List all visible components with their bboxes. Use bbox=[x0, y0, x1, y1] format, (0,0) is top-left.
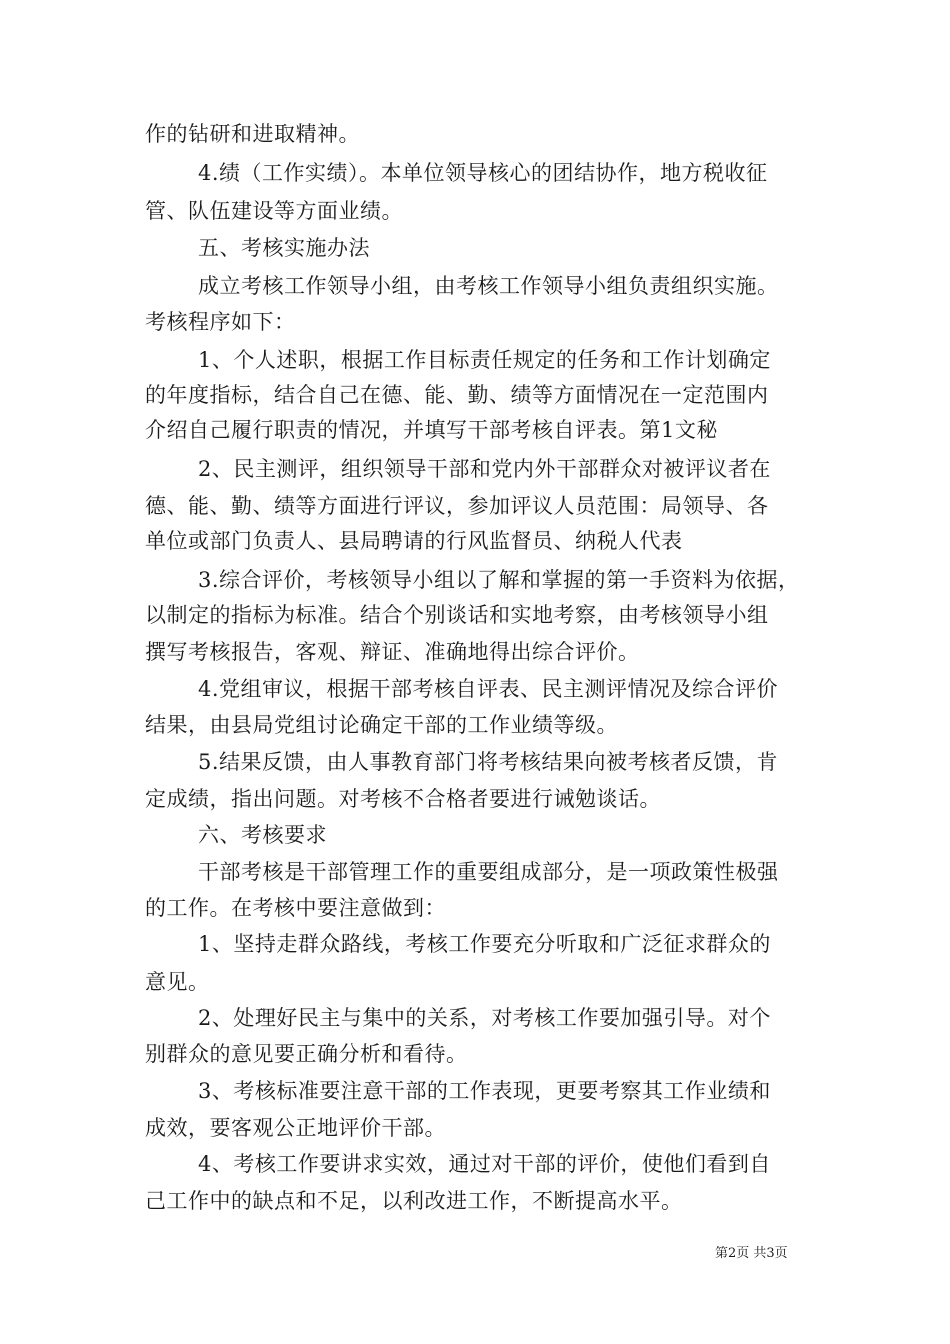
text-line: 干部考核是干部管理工作的重要组成部分，是一项政策性极强 bbox=[198, 860, 779, 884]
text-line: 3、考核标准要注意干部的工作表现，更要考察其工作业绩和 bbox=[198, 1079, 771, 1103]
text-line: 1、个人述职，根据工作目标责任规定的任务和工作计划确定 bbox=[198, 348, 771, 372]
text-line: 的年度指标，结合自己在德、能、勤、绩等方面情况在一定范围内 bbox=[145, 383, 769, 407]
text-line: 意见。 bbox=[145, 970, 210, 994]
text-line: 4.党组审议，根据干部考核自评表、民主测评情况及综合评价 bbox=[198, 677, 779, 701]
text-line: 1、坚持走群众路线，考核工作要充分听取和广泛征求群众的 bbox=[198, 932, 771, 956]
text-line: 2、处理好民主与集中的关系，对考核工作要加强引导。对个 bbox=[198, 1006, 771, 1030]
text-line: 己工作中的缺点和不足，以利改进工作，不断提高水平。 bbox=[145, 1189, 683, 1213]
text-line: 2、民主测评，组织领导干部和党内外干部群众对被评议者在 bbox=[198, 457, 771, 481]
text-line: 的工作。在考核中要注意做到： bbox=[145, 896, 446, 920]
text-line: 结果，由县局党组讨论确定干部的工作业绩等级。 bbox=[145, 713, 618, 737]
page-number-footer: 第2页 共3页 bbox=[715, 1246, 788, 1261]
text-line: 3.综合评价，考核领导小组以了解和掌握的第一手资料为依据， bbox=[198, 568, 800, 592]
text-line: 介绍自己履行职责的情况，并填写干部考核自评表。第1文秘 bbox=[145, 418, 718, 442]
text-line: 撰写考核报告，客观、辩证、准确地得出综合评价。 bbox=[145, 640, 640, 664]
text-line: 定成绩，指出问题。对考核不合格者要进行诫勉谈话。 bbox=[145, 787, 661, 811]
text-line: 单位或部门负责人、县局聘请的行风监督员、纳税人代表 bbox=[145, 529, 683, 553]
text-line: 5.结果反馈，由人事教育部门将考核结果向被考核者反馈，肯 bbox=[198, 750, 779, 774]
text-line: 4、考核工作要讲求实效，通过对干部的评价，使他们看到自 bbox=[198, 1152, 771, 1176]
section-heading: 六、考核要求 bbox=[198, 823, 327, 847]
text-line: 以制定的指标为标准。结合个别谈话和实地考察，由考核领导小组 bbox=[145, 603, 769, 627]
text-line: 作的钻研和进取精神。 bbox=[145, 122, 360, 146]
text-line: 管、队伍建设等方面业绩。 bbox=[145, 199, 403, 223]
text-line: 考核程序如下： bbox=[145, 310, 296, 334]
text-line: 别群众的意见要正确分析和看待。 bbox=[145, 1042, 468, 1066]
text-line: 成效，要客观公正地评价干部。 bbox=[145, 1116, 446, 1140]
text-line: 德、能、勤、绩等方面进行评议，参加评议人员范围：局领导、各 bbox=[145, 494, 769, 518]
text-line: 4.绩（工作实绩）。本单位领导核心的团结协作，地方税收征 bbox=[198, 161, 768, 185]
text-line: 成立考核工作领导小组，由考核工作领导小组负责组织实施。 bbox=[198, 274, 779, 298]
section-heading: 五、考核实施办法 bbox=[198, 236, 370, 260]
